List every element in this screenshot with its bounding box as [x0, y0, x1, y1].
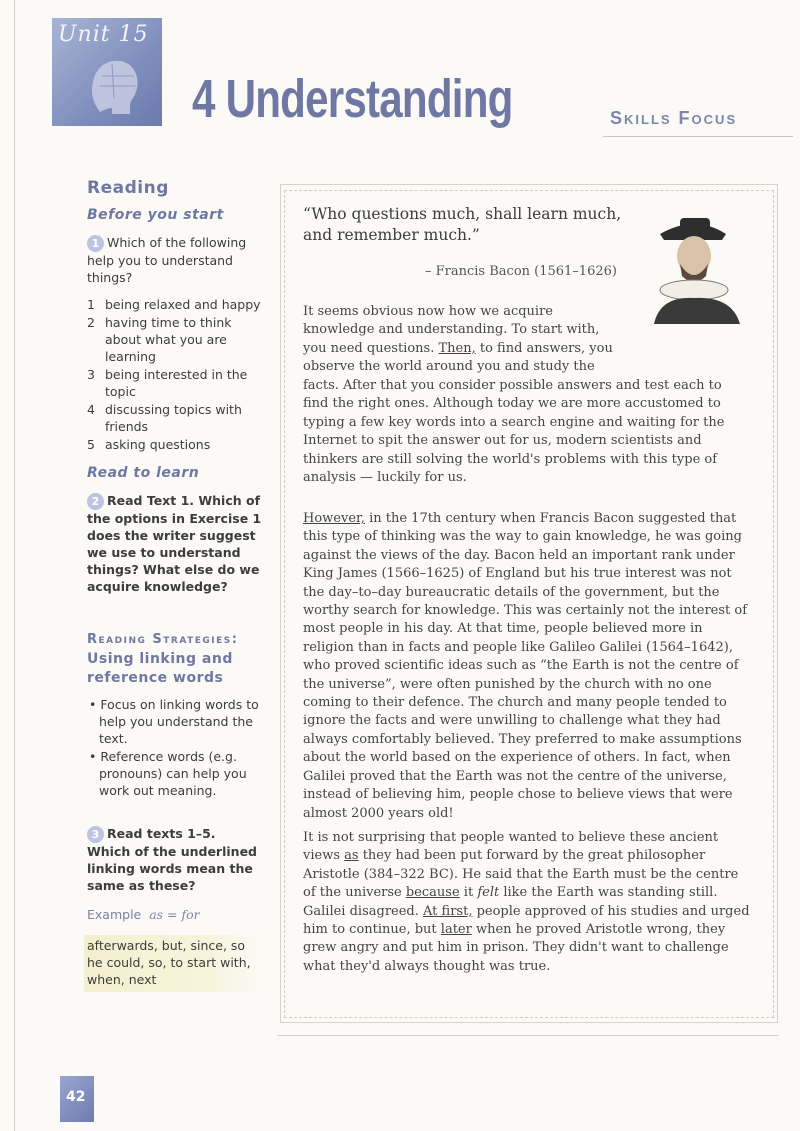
paragraph-3 [303, 829, 750, 976]
paragraph-3-text: like the Earth was standing still. Galilei disagreed. [303, 885, 718, 919]
exercise-1 [87, 234, 262, 286]
option-text: asking questions [105, 437, 211, 452]
exercise-2-number: 2 [87, 493, 104, 510]
paragraph-3-text: it [459, 885, 478, 901]
option-item [87, 366, 262, 400]
paragraph-2-text: in the 17th century when Francis Bacon suggested that this type of thinking was the way to gain knowledge, he was going against the views of the day. Bacon held an important rank under King James (1566–1625) of England but his true interest was not the day–to–day bureaucratic details of the government, but the worthy search for knowledge. This was certainly not the interest of most people in his day. At that time, people believed more in religion than in facts and people like Galileo Galilei (1564–1642), who proved scientific ideas such as “the Earth is not the centre of the universe”, were often punished by the church with no one coming to their defence. The church and many people tended to ignore the facts and were unwilling to challenge what they had always comfortably believed. They preferred to make assumptions about the world based on the experience of others. In fact, when Galilei proved that the Earth was not the centre of the universe, instead of believing him, people chose to believe views that were almost 2000 years old! [303, 511, 748, 821]
reading-strategies-heading: Reading Strategies: [87, 632, 239, 647]
unit-label: Unit 15 [58, 22, 149, 47]
linking-word-at-first: At first, [423, 903, 473, 919]
read-to-learn-heading: Read to learn [87, 465, 200, 481]
strategy-text: Reference words (e.g. pronouns) can help you work out meaning. [99, 749, 247, 798]
quote-attribution: – Francis Bacon (1561–1626) [425, 264, 617, 279]
p1-line: observe the world around you and study the [303, 359, 595, 375]
before-you-start-heading: Before you start [87, 207, 224, 223]
page-number: 42 [66, 1089, 86, 1105]
phrenology-head-icon [82, 52, 146, 118]
option-text: having time to think about what you are learning [105, 315, 232, 364]
paragraph-3-text: It is not surprising that people wanted to believe these ancient views [303, 830, 719, 864]
paragraph-3-text: people approved of his studies and urged him to continue, but [303, 903, 750, 938]
strategy-item: • Reference words (e.g. pronouns) can help you work out meaning. [89, 749, 247, 798]
bacon-quote: “Who questions much, shall learn much, and remember much.” [303, 205, 622, 244]
emphasis-felt: felt [477, 885, 500, 901]
example-label: Example [87, 907, 142, 922]
paragraph-3-text: when he proved Aristotle wrong, they grew angry and put him in prison. They didn't want to challenge what they'd always thought was true. [303, 922, 729, 974]
option-text: discussing topics with friends [105, 402, 242, 434]
strategy-item: • Focus on linking words to help you understand the text. [89, 697, 259, 746]
option-item [87, 436, 262, 453]
panel-footer-line [278, 1035, 778, 1036]
option-number: 5 [87, 437, 95, 452]
linking-word-as: as [344, 848, 359, 864]
option-number: 3 [87, 367, 95, 382]
option-text: being relaxed and happy [105, 297, 261, 312]
option-item [87, 401, 262, 435]
p1-line: to find answers, you [475, 340, 613, 356]
linking-word-because: because [405, 885, 460, 901]
example-line [87, 906, 262, 923]
paragraph-1-continued: facts. After that you consider possible answers and test each to find the right ones. Although today we are more accustomed to typing a few key words into a search engine and waiting for the Internet to spit the answer out for us, modern scientists and thinkers are still solving the world's problems with this type of analysis — luckily for us. [303, 378, 725, 486]
option-text: being interested in the topic [105, 367, 248, 399]
option-number: 4 [87, 402, 95, 417]
linking-word-however: However, [303, 511, 365, 526]
exercise-1-text: Which of the following help you to understand things? [87, 235, 247, 285]
exercise-1-number: 1 [87, 235, 104, 252]
strategies-list [87, 696, 262, 799]
example-value: as = for [149, 907, 200, 922]
section-underline [603, 136, 793, 137]
paragraph-1-intro [303, 303, 613, 377]
option-item [87, 296, 262, 313]
p1-line: you need questions. [303, 340, 439, 356]
linking-word-list: afterwards, but, since, so he could, so, to start with, when, next [84, 935, 262, 992]
exercise-3-text: Read texts 1–5. Which of the underlined linking words mean the same as these? [87, 826, 257, 893]
p1-line: It seems obvious now how we acquire [303, 304, 553, 319]
linking-word-later: later [440, 922, 472, 938]
page-margin-rule [14, 0, 15, 1131]
exercise-2 [87, 492, 262, 595]
option-item [87, 314, 262, 365]
paragraph-2 [303, 510, 750, 823]
exercise-3 [87, 825, 262, 894]
francis-bacon-portrait [640, 204, 750, 324]
exercise-1-options [87, 296, 262, 453]
section-label: Skills Focus [610, 108, 738, 128]
paragraph-3-text: they had been put forward by the great philosopher Aristotle (384–322 BC). He said that the Earth must be the centre of the universe [303, 848, 739, 901]
reading-heading: Reading [87, 178, 169, 198]
exercise-2-text: Read Text 1. Which of the options in Exercise 1 does the writer suggest we use to understand things? What else do we acquire knowledge? [87, 493, 262, 594]
option-number: 2 [87, 315, 95, 330]
page-title: 4 Understanding [192, 69, 513, 129]
reading-strategies-subheading: Using linking and reference words [87, 651, 233, 686]
linking-word-then: Then, [438, 340, 476, 356]
option-number: 1 [87, 297, 95, 312]
strategy-text: Focus on linking words to help you understand the text. [99, 697, 259, 746]
sidebar [84, 180, 262, 992]
p1-line: knowledge and understanding. To start with, [303, 322, 600, 338]
exercise-3-number: 3 [87, 826, 104, 843]
